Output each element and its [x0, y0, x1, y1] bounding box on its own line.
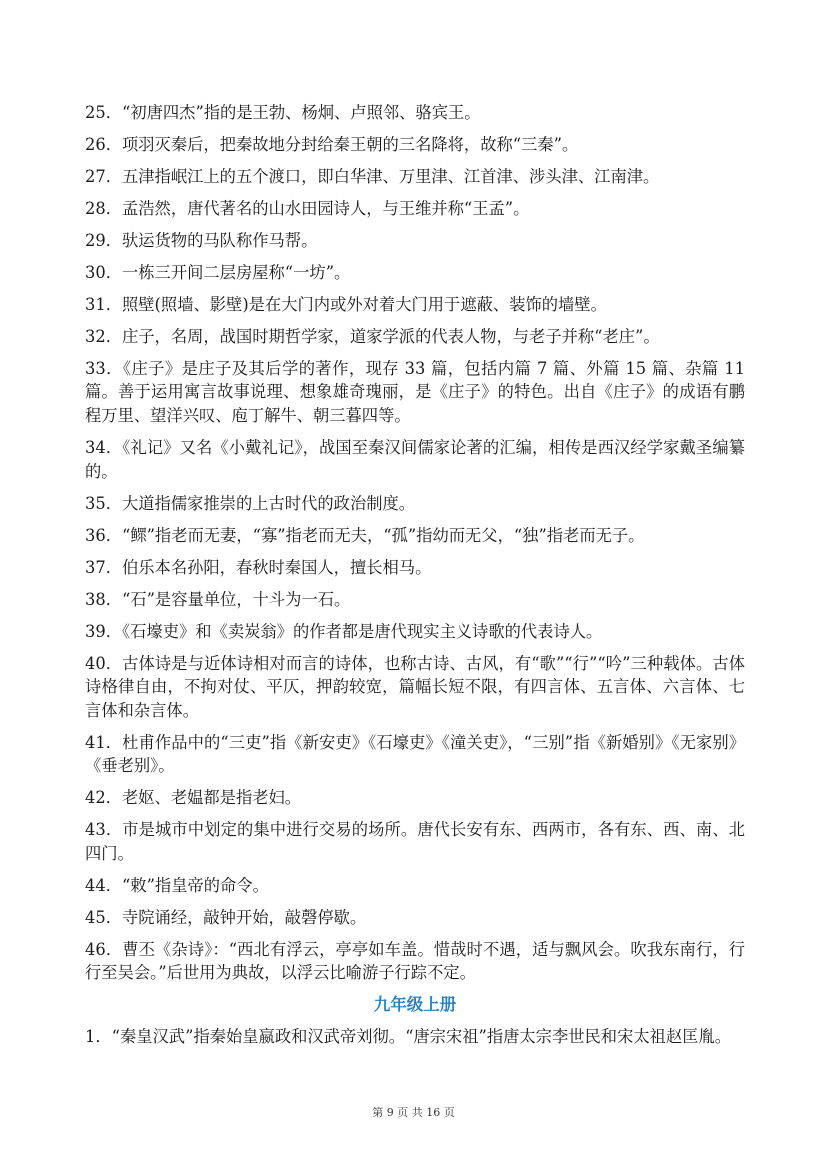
list-item: 34．《礼记》又名《小戴礼记》，战国至秦汉间儒家论著的汇编，相传是西汉经学家戴圣编纂的。 [85, 438, 745, 481]
list-item: 25．“初唐四杰”指的是王勃、杨炯、卢照邻、骆宾王。 [85, 103, 481, 122]
section-heading: 九年级上册 [373, 995, 457, 1015]
list-item: 36．“鳏”指老而无妻，“寡”指老而无夫，“孤”指幼而无父，“独”指老而无子。 [85, 525, 645, 545]
list-item: 30．一栋三开间二层房屋称“一坊”。 [85, 262, 351, 282]
page-footer: 第 9 页 共 16 页 [372, 1106, 455, 1119]
list-item: 29．驮运货物的马队称作马帮。 [85, 230, 318, 250]
list-item: 27．五津指岷江上的五个渡口，即白华津、万里津、江首津、涉头津、江南津。 [85, 166, 660, 186]
list-item: 33．《庄子》是庄子及其后学的著作，现存 33 篇，包括内篇 7 篇、外篇 15 篇、杂篇 11 篇。善于运用寓言故事说理、想象雄奇瑰丽，是《庄子》的特色。出自《庄子》的成语有鹏程万里、望洋兴叹、庖丁解牛、朝三暮四等。 [85, 358, 745, 426]
list-item: 28．孟浩然，唐代著名的山水田园诗人，与王维并称“王孟”。 [85, 198, 530, 218]
list-item: 1．“秦皇汉武”指秦始皇嬴政和汉武帝刘彻。“唐宗宋祖”指唐太宗李世民和宋太祖赵匡胤。 [85, 1027, 732, 1047]
list-item: 41．杜甫作品中的“三吏”指《新安吏》《石壕吏》《潼关吏》，“三别”指《新婚别》《无家别》《垂老别》。 [85, 732, 745, 776]
list-item: 39．《石壕吏》和《卖炭翁》的作者都是唐代现实主义诗歌的代表诗人。 [85, 621, 603, 641]
list-item: 42．老妪、老媪都是指老妇。 [85, 788, 302, 808]
list-item: 31．照壁(照墙、影壁)是在大门内或外对着大门用于遮蔽、装饰的墙壁。 [85, 294, 607, 314]
list-item: 38．“石”是容量单位，十斗为一石。 [85, 589, 351, 609]
list-item: 35．大道指儒家推崇的上古时代的政治制度。 [85, 493, 416, 513]
list-item: 26．项羽灭秦后，把秦故地分封给秦王朝的三名降将，故称“三秦”。 [85, 134, 579, 154]
list-item: 37．伯乐本名孙阳，春秋时秦国人，擅长相马。 [85, 557, 432, 577]
list-item: 45．寺院诵经，敲钟开始，敲磬停歇。 [85, 907, 367, 927]
list-item: 44．“敕”指皇帝的命令。 [85, 875, 269, 895]
list-item: 40．古体诗是与近体诗相对而言的诗体，也称古诗、古风，有“歌”“行”“吟”三种载体。古体诗格律自由，不拘对仗、平仄，押韵较宽，篇幅长短不限，有四言体、五言体、六言体、七言体和杂言体。 [85, 653, 745, 720]
document-body [85, 101, 745, 1057]
list-item: 32．庄子，名周，战国时期哲学家，道家学派的代表人物，与老子并称“老庄”。 [85, 326, 660, 346]
list-item: 43．市是城市中划定的集中进行交易的场所。唐代长安有东、西两市，各有东、西、南、北四门。 [85, 820, 745, 863]
list-item: 46．曹丕《杂诗》：“西北有浮云，亭亭如车盖。惜哉时不遇，适与飘风会。吹我东南行，行行至吴会。”后世用为典故，以浮云比喻游子行踪不定。 [85, 939, 745, 983]
